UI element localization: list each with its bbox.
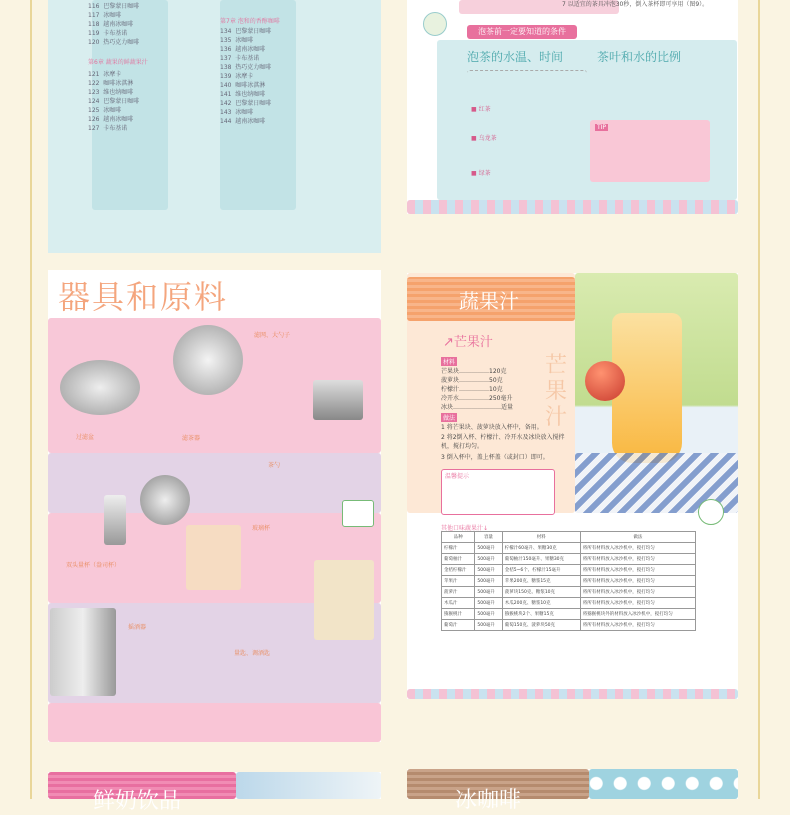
col2-title: 茶叶和水的比例 — [597, 50, 682, 64]
toc-entry[interactable]: 137 卡布基诺 — [220, 55, 260, 62]
sub-oolong-tea: ■ 乌龙茶 — [471, 135, 497, 142]
sub-green-tea: ■ 绿茶 — [471, 170, 491, 177]
ingredient-4: 冷开水……………250毫升 — [441, 395, 513, 402]
tools-page — [48, 270, 381, 742]
toc-chapter-6[interactable]: 第6章 蔬果的鲜蔬果汁 — [88, 59, 148, 66]
label-jigger: 双头量杯（盎司杯） — [66, 562, 121, 569]
table-row: 柠檬汁 500毫升 柠檬汁60毫升、果糖30克 将所有材料放入冰沙机中，搅打均匀 — [442, 543, 696, 554]
ingredient-1: 芒果块……………120克 — [441, 368, 507, 375]
toc-right-column — [220, 2, 370, 126]
label-tea-spoon: 茶勺 — [268, 462, 281, 469]
label-tea-strainer: 滤茶器 — [182, 435, 201, 442]
toc-entry[interactable]: 123 维也纳咖啡 — [88, 89, 134, 96]
page-header: 蔬果汁 — [459, 289, 519, 313]
table-row: 菠萝汁 500毫升 菠萝块150克、糖浆10克 将所有材料放入冰沙机中，搅打均匀 — [442, 587, 696, 598]
milk-page — [48, 772, 381, 814]
step-note: 7 以适宜的茶具冲泡30秒，倒入茶杯即可享用（图9）。 — [562, 1, 709, 8]
label-shaker: 摇酒器 — [128, 624, 147, 631]
bottom-stripe — [407, 200, 738, 214]
col1-intro-text — [467, 70, 587, 101]
label-bowl: 过滤盆 — [76, 434, 95, 441]
table-row: 猕猴桃汁 500毫升 猕猴桃块2个、果糖15克 将猕猴桃块外的材料放入冰沙机中，搅打均匀 — [442, 609, 696, 620]
page-title: 冰咖啡 — [455, 788, 522, 813]
left-border — [30, 0, 32, 799]
glass-image — [186, 525, 241, 590]
method-label: 做法 — [443, 415, 456, 422]
iced-coffee-page — [407, 769, 738, 813]
label-spoons: 量匙、调酒匙 — [234, 650, 271, 657]
toc-entry[interactable]: 136 越南冰咖啡 — [220, 46, 266, 53]
band-2 — [48, 453, 381, 513]
toc-entry[interactable]: 139 冰摩卡 — [220, 73, 254, 80]
table-header-row — [442, 532, 696, 543]
toc-entry[interactable]: 127 卡布基诺 — [88, 125, 128, 132]
table-header: 品种 — [442, 532, 475, 543]
jigger-image — [104, 495, 126, 545]
vertical-title: 芒果汁 — [545, 353, 568, 430]
toc-entry[interactable]: 120 热巧克力咖啡 — [88, 39, 140, 46]
ingredient-2: 菠萝块……………50克 — [441, 377, 503, 384]
ingredient-5: 冰块……………………适量 — [441, 404, 514, 411]
tip-label: 温馨提示 — [445, 473, 470, 480]
toc-entry[interactable]: 124 巴黎蒙日咖啡 — [88, 98, 140, 105]
toc-entry[interactable]: 119 卡布基诺 — [88, 30, 128, 37]
table-row: 葡萄汁 500毫升 葡萄150克、菠萝块50克 将所有材料放入冰沙机中，搅打均匀 — [442, 620, 696, 631]
table-title: 其他口味蔬果汁↓ — [441, 525, 489, 532]
table-header: 容量 — [475, 532, 502, 543]
toc-entry[interactable]: 141 维也纳咖啡 — [220, 91, 266, 98]
toc-entry[interactable]: 138 热巧克力咖啡 — [220, 64, 272, 71]
toc-entry[interactable]: 135 冰咖啡 — [220, 37, 254, 44]
photo — [236, 772, 381, 799]
toc-entry[interactable]: 143 冰咖啡 — [220, 109, 254, 116]
bowl-image — [60, 360, 140, 415]
right-border — [758, 0, 760, 799]
step-2: 2 将2倒入杯、柠檬汁、冷开水及冰块放入搅拌机，搅打均匀。 — [441, 434, 565, 450]
table-row: 金桔柠檬汁 500毫升 金桔5~6个、柠檬汁15毫升 将所有材料放入冰沙机中，搅打均匀 — [442, 565, 696, 576]
photo — [589, 769, 738, 799]
spoons-image — [314, 560, 374, 640]
table-header: 做法 — [580, 532, 695, 543]
shaker-image — [50, 608, 116, 696]
tea-page — [407, 0, 738, 214]
toc-entry[interactable]: 134 巴黎蒙日咖啡 — [220, 28, 272, 35]
page-title: 器具和原料 — [58, 278, 229, 316]
label-glass: 玻璃杯 — [252, 525, 271, 532]
toc-entry[interactable]: 142 巴黎蒙日咖啡 — [220, 100, 272, 107]
toc-entry[interactable]: 118 越南冰咖啡 — [88, 21, 134, 28]
mango-fruit — [585, 361, 625, 401]
pot-image — [313, 380, 363, 420]
table-row: 苹果汁 500毫升 苹果200克、糖浆15克 将所有材料放入冰沙机中，搅打均匀 — [442, 576, 696, 587]
bottom-band — [48, 703, 381, 742]
toc-entry[interactable]: 144 越南冰咖啡 — [220, 118, 266, 125]
col1-title: 泡茶的水温、时间 — [467, 50, 564, 64]
page-number-tab — [342, 500, 374, 527]
toc-left-column — [88, 2, 218, 133]
tea-strainer-image — [140, 475, 190, 525]
table-row: 葡萄柚汁 500毫升 葡萄柚汁150毫升、果糖30克 将所有材料放入冰沙机中，搅打均匀 — [442, 554, 696, 565]
sub-black-tea: ■ 红茶 — [471, 106, 491, 113]
toc-entry[interactable]: 117 冰咖啡 — [88, 12, 122, 19]
toc-entry[interactable]: 140 咖啡冰淇淋 — [220, 82, 266, 89]
recipe-title: ↗芒果汁 — [443, 335, 493, 350]
strainer-image — [173, 325, 243, 395]
label-strainer-ladle: 滤网、大勺子 — [254, 332, 291, 339]
tip-label: TIP — [597, 124, 607, 131]
table-row: 木瓜汁 500毫升 木瓜200克、糖浆10克 将所有材料放入冰沙机中，搅打均匀 — [442, 598, 696, 609]
toc-entry[interactable]: 122 咖啡冰淇淋 — [88, 80, 134, 87]
bottom-stripe — [407, 689, 738, 699]
ingredient-3: 柠檬汁……………10克 — [441, 386, 503, 393]
page-title: 鲜奶饮品 — [93, 789, 182, 814]
cup-icon — [698, 499, 724, 525]
cup-icon — [423, 12, 447, 36]
step-1: 1 将芒果块、菠萝块放入杯中，备用。 — [441, 424, 543, 431]
variants-table — [441, 531, 696, 631]
materials-label: 材料 — [443, 359, 456, 366]
table-header: 材料 — [502, 532, 580, 543]
toc-entry[interactable]: 116 巴黎蒙日咖啡 — [88, 3, 140, 10]
step-3: 3 倒入杯中，盖上杯盖（或封口）即可。 — [441, 454, 549, 461]
banner: 泡茶前一定要知道的条件 — [467, 25, 577, 39]
toc-chapter-7[interactable]: 第7章 泡和的香醇咖啡 — [220, 18, 280, 25]
toc-entry[interactable]: 126 越南冰咖啡 — [88, 116, 134, 123]
toc-page — [48, 0, 381, 253]
toc-entry[interactable]: 121 冰摩卡 — [88, 71, 122, 78]
toc-entry[interactable]: 125 冰咖啡 — [88, 107, 122, 114]
juice-page — [407, 273, 738, 699]
